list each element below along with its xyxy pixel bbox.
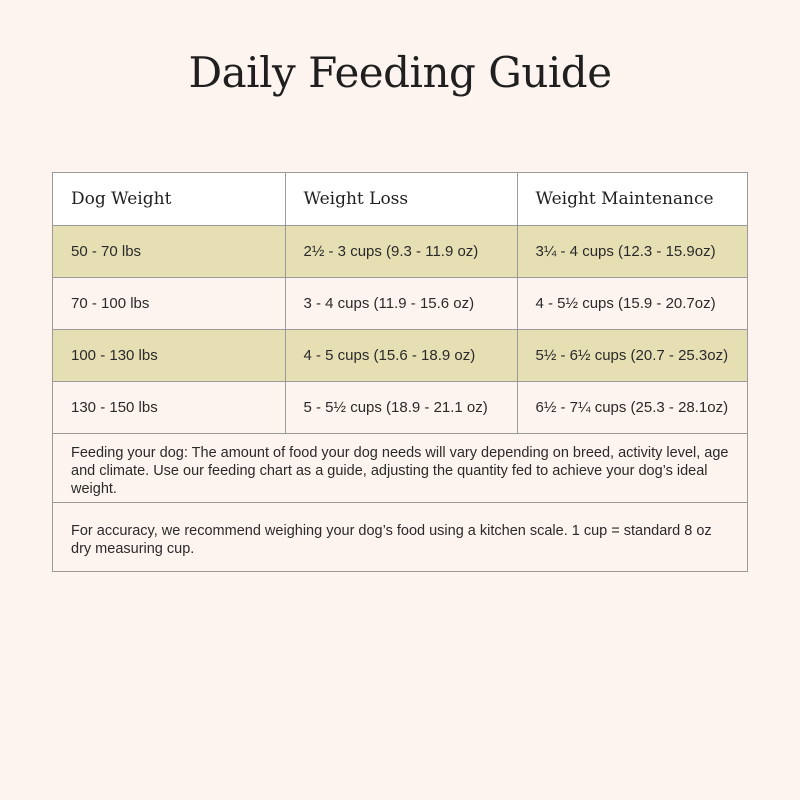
table-header-row — [53, 173, 747, 225]
cell-dog-weight: 130 - 150 lbs — [53, 381, 285, 433]
cell-weight-maintenance: 5½ - 6½ cups (20.7 - 25.3oz) — [517, 329, 747, 381]
table-row — [53, 225, 747, 277]
feeding-table — [53, 173, 747, 434]
cell-weight-loss: 3 - 4 cups (11.9 - 15.6 oz) — [285, 277, 517, 329]
table-row — [53, 329, 747, 381]
feeding-note: Feeding your dog: The amount of food your dog needs will vary depending on breed, activity level, age and climate. Use our feeding chart as a guide, adjusting the quantity fed to achieve your dog’s ideal weight. — [53, 434, 747, 503]
table-row — [53, 381, 747, 433]
cell-weight-maintenance: 4 - 5½ cups (15.9 - 20.7oz) — [517, 277, 747, 329]
page-title: Daily Feeding Guide — [188, 48, 612, 97]
cell-weight-loss: 5 - 5½ cups (18.9 - 21.1 oz) — [285, 381, 517, 433]
cell-weight-loss: 2½ - 3 cups (9.3 - 11.9 oz) — [285, 225, 517, 277]
accuracy-note: For accuracy, we recommend weighing your dog’s food using a kitchen scale. 1 cup = standard 8 oz dry measuring cup. — [71, 522, 712, 557]
header-weight-maintenance: Weight Maintenance — [517, 173, 747, 225]
cell-dog-weight: 70 - 100 lbs — [53, 277, 285, 329]
header-weight-loss: Weight Loss — [285, 173, 517, 225]
header-dog-weight: Dog Weight — [53, 173, 285, 225]
cell-weight-loss: 4 - 5 cups (15.6 - 18.9 oz) — [285, 329, 517, 381]
cell-weight-maintenance: 3¼ - 4 cups (12.3 - 15.9oz) — [517, 225, 747, 277]
cell-weight-maintenance: 6½ - 7¼ cups (25.3 - 28.1oz) — [517, 381, 747, 433]
cell-dog-weight: 50 - 70 lbs — [53, 225, 285, 277]
table-row — [53, 277, 747, 329]
cell-dog-weight: 100 - 130 lbs — [53, 329, 285, 381]
feeding-guide-table-container — [52, 172, 748, 572]
